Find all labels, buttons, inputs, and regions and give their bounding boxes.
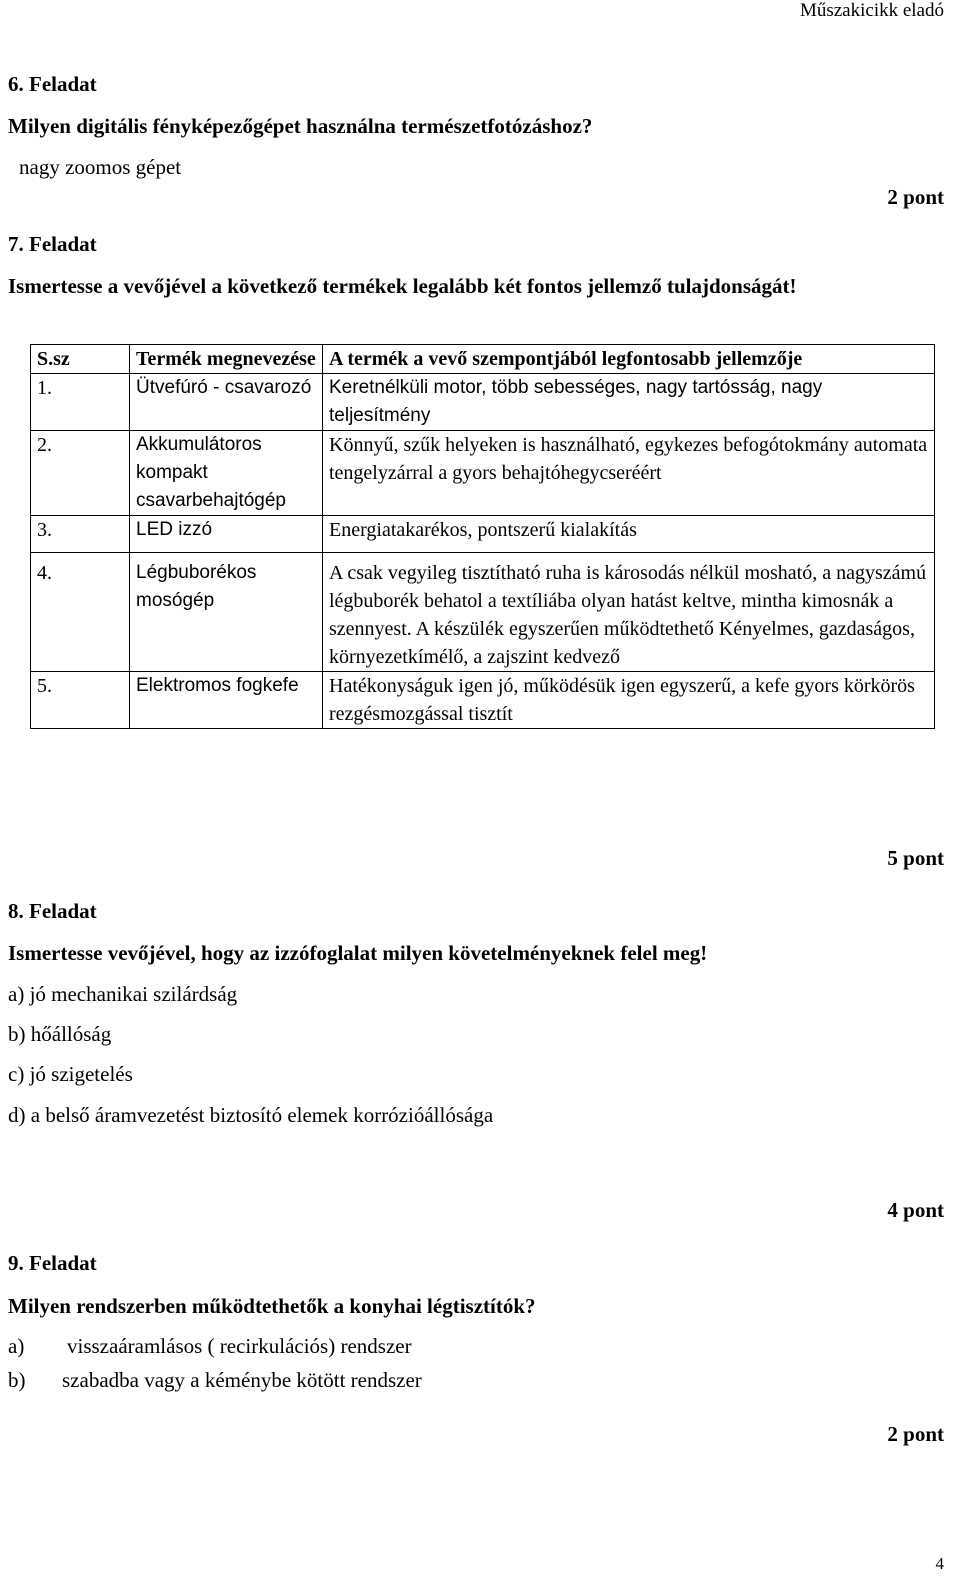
task6-points: 2 pont [887, 185, 944, 209]
row-feature: Hatékonyságuk igen jó, működésük igen egyszerű, a kefe gyors körkörös rezgésmozgással tisztít [323, 672, 935, 729]
row-number: 5. [31, 672, 130, 729]
table-row [31, 553, 935, 672]
task9-heading: 9. Feladat [8, 1251, 97, 1275]
row-feature: Könnyű, szűk helyeken is használható, egykezes befogótokmány automata tengelyzárral a gyors behajtóhegycseréért [323, 431, 935, 516]
task8-points: 4 pont [887, 1198, 944, 1222]
row-feature: Energiatakarékos, pontszerű kialakítás [323, 516, 935, 553]
row-feature: A csak vegyileg tisztítható ruha is károsodás nélkül mosható, a nagyszámú légbuborék behatol a textíliába olyan hatást keltve, mintha kimosnák a szennyest. A készülék egyszerűen működtethető Kényelmes, gazdaságos, környezetkímélő, a zajszint kedvező [323, 553, 935, 672]
product-table [30, 344, 935, 729]
task6-question: Milyen digitális fényképezőgépet használna természetfotózáshoz? [8, 114, 593, 138]
col-header-product: Termék megnevezése [130, 345, 323, 374]
task9-answer-b-label: b) [8, 1368, 26, 1392]
page-number: 4 [935, 1554, 944, 1573]
task8-answer-a: a) jó mechanikai szilárdság [8, 982, 238, 1006]
table-row [31, 374, 935, 431]
row-product: Elektromos fogkefe [130, 672, 323, 729]
task7-question: Ismertesse a vevőjével a következő termékek legalább két fontos jellemző tulajdonságát! [8, 274, 797, 298]
task8-question: Ismertesse vevőjével, hogy az izzófoglalat milyen követelményeknek felel meg! [8, 941, 708, 965]
row-product: Akkumulátoros kompakt csavarbehajtógép [130, 431, 323, 516]
task9-question: Milyen rendszerben működtethetők a konyhai légtisztítók? [8, 1294, 536, 1318]
task8-answer-c: c) jó szigetelés [8, 1062, 133, 1086]
row-feature: Keretnélküli motor, több sebességes, nagy tartósság, nagy teljesítmény [323, 374, 935, 431]
task7-heading: 7. Feladat [8, 232, 97, 256]
row-product: Ütvefúró - csavarozó [130, 374, 323, 431]
task9-answer-a-text: visszaáramlásos ( recirkulációs) rendszer [67, 1334, 412, 1358]
col-header-feature: A termék a vevő szempontjából legfontosabb jellemzője [323, 345, 935, 374]
row-number: 4. [31, 553, 130, 672]
row-number: 3. [31, 516, 130, 553]
row-product: Légbuborékos mosógép [130, 553, 323, 672]
task6-heading: 6. Feladat [8, 72, 97, 96]
table-header-row [31, 345, 935, 374]
table-row [31, 516, 935, 553]
row-product: LED izzó [130, 516, 323, 553]
task9-answer-b-text: szabadba vagy a kéménybe kötött rendszer [62, 1368, 422, 1392]
task9-points: 2 pont [887, 1422, 944, 1446]
row-number: 2. [31, 431, 130, 516]
table-row [31, 672, 935, 729]
task7-points: 5 pont [887, 846, 944, 870]
table-row [31, 431, 935, 516]
page-header: Műszakicikk eladó [799, 0, 944, 21]
col-header-number: S.sz [31, 345, 130, 374]
task8-answer-d: d) a belső áramvezetést biztosító elemek korrózióállósága [8, 1103, 494, 1127]
task8-answer-b: b) hőállóság [8, 1022, 112, 1046]
task6-answer: nagy zoomos gépet [19, 155, 182, 179]
task9-answer-a-label: a) [8, 1334, 25, 1358]
row-number: 1. [31, 374, 130, 431]
task8-heading: 8. Feladat [8, 899, 97, 923]
